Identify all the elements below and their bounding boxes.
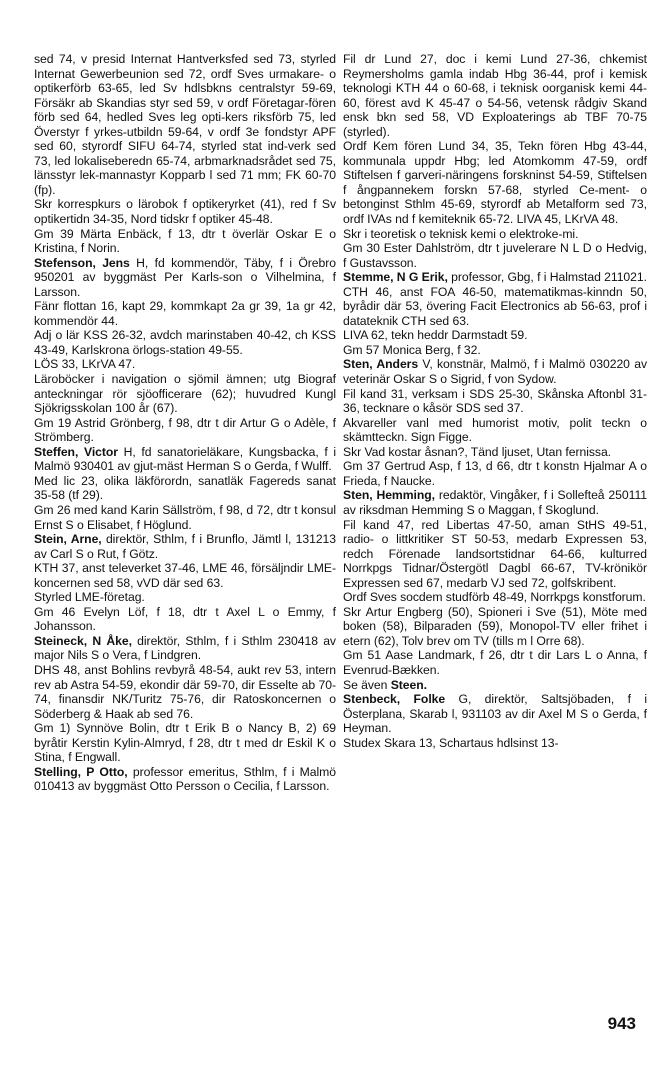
entry-text: LIVA 62, tekn heddr Darmstadt 59. [343, 328, 528, 343]
entry-paragraph [343, 518, 647, 591]
entry-text: H, fd sanatorieläkare, Kungsbacka, f i Malmö 930401 av gjut-mäst Herman S o Gerda, f Wulff. [34, 444, 336, 474]
entry-paragraph [343, 736, 647, 751]
entry-paragraph [343, 678, 647, 693]
entry-text: KTH 37, anst televerket 37-46, LME 46, försäljndir LME-koncernen sed 58, vVD där sed 63. [34, 561, 336, 590]
entry-text: Läroböcker i navigation o sjömil ämnen; utg Biograf anteckningar rör sjöofficerare (62); huvudred Kungl Sjökrigsskolan 100 år (67). [34, 372, 336, 416]
entry-text: redaktör, Vingåker, f i Sollefteå 250111 av riksdman Hemming S o Maggan, f Skoglund. [343, 488, 647, 517]
entry-paragraph [34, 197, 336, 226]
entry-text: Skr korrespkurs o lärobok f optikeryrket (41), red f Sv optikertidn 34-35, Nord tidskr f optiker 45-48. [34, 197, 336, 227]
entry-paragraph [343, 416, 647, 445]
entry-headword: Stemme, N G Erik, [343, 270, 448, 285]
entry-text: Gm 39 Märta Enbäck, f 13, dtr t överlär Oskar E o Kristina, f Norin. [34, 226, 336, 256]
entry-paragraph [34, 299, 336, 328]
entry-text: direktör, Sthlm, f i Sthlm 230418 av major Nils S o Vera, f Lindgren. [34, 633, 336, 663]
page-number: 943 [607, 1014, 636, 1033]
biography-entry-head [343, 357, 647, 386]
entry-text: Gm 57 Monica Berg, f 32. [343, 342, 481, 357]
entry-paragraph [343, 387, 647, 416]
biography-entry-head [34, 532, 336, 561]
entry-paragraph [34, 590, 336, 605]
entry-text: Styrled LME-företag. [34, 590, 145, 605]
entry-text: Gm 26 med kand Karin Sällström, f 98, d 72, dtr t konsul Ernst S o Elisabet, f Höglund. [34, 502, 336, 532]
entry-paragraph [343, 343, 647, 358]
entry-text: sed 74, v presid Internat Hantverksfed sed 73, styrled Internat Gewerbeunion sed 72, ordf Sves urmakare- o optikerförb 63-65, led Sv hdlsbkns centralstyr 59-69, Försäkr ab Skandias styr sed 59, v ordf Företagar-fören förb sed 64, hedled Sves leg opti-kers riksförb 75, led Överstyr f yrkes-utbildn 59-64, v ordf 3e fondstyr APF sed 60, styrordf SIFU 64-74, styrled stat ind-verk sed 73, led lokaliseberedn 65-74, arbmarknadsrådet sed 75, länsstyr lek-mannastyr Kopparb l sed 71 mm; FK 60-70 (fp). [34, 52, 336, 197]
entry-paragraph [343, 445, 647, 460]
entry-text: Skr Vad kostar åsnan?, Tänd ljuset, Utan fernissa. [343, 444, 612, 459]
entry-text: Gm 51 Aase Landmark, f 26, dtr t dir Lars L o Anna, f Evenrud-Bækken. [343, 648, 647, 677]
entry-text: Gm 19 Astrid Grönberg, f 98, dtr t dir Artur G o Adèle, f Strömberg. [34, 415, 336, 445]
entry-paragraph [343, 590, 647, 605]
entry-text: DHS 48, anst Bohlins revbyrå 48-54, aukt rev 53, intern rev ab Astra 54-59, ekondir där 59-70, dir Esselte ab 70-74, finansdir NK/Turitz 75-76, dir Ratoskoncernen o Söderberg & Haak ab sed 76. [34, 662, 336, 721]
entry-text: G, direktör, Saltsjöbaden, f i Österplana, Skarab l, 931103 av dir Axel M S o Gerda, f Heyman. [343, 692, 647, 736]
entry-paragraph [343, 285, 647, 329]
entry-text: CTH 46, anst FOA 46-50, matematikmas-kinndn 50, byrådir där 53, övering Facit Electronics ab 56-63, prof i datateknik CTH sed 63. [343, 284, 647, 328]
biography-entry-head [34, 634, 336, 663]
entry-paragraph [343, 139, 647, 226]
entry-text: Se även [343, 677, 391, 692]
entry-text: professor, Gbg, f i Halmstad 211021. [447, 270, 647, 285]
entry-text: Fil kand 31, verksam i SDS 25-30, Skånska Aftonbl 31-36, tecknare o kåsör SDS sed 37. [343, 386, 647, 416]
biography-entry-head [34, 445, 336, 474]
entry-paragraph [343, 459, 647, 488]
entry-text: Adj o lär KSS 26-32, avdch marinstaben 40-42, ch KSS 43-49, Karlskrona örlogs-station 49-55. [34, 328, 336, 357]
entry-text: direktör, Sthlm, f i Brunflo, Jämtl l, 131213 av Carl S o Rut, f Götz. [34, 532, 337, 561]
entry-text: Gm 46 Evelyn Löf, f 18, dtr t Axel L o Emmy, f Johansson. [34, 604, 336, 634]
entry-headword: Sten, Anders [343, 357, 419, 372]
entry-paragraph [343, 241, 647, 270]
entry-paragraph [34, 605, 336, 634]
entry-headword: Stelling, P Otto, [34, 764, 128, 779]
entry-paragraph [34, 357, 336, 372]
entry-text: H, fd kommendör, Täby, f i Örebro 950201 av byggmäst Per Karls-son o Vilhelmina, f Larsson. [34, 255, 336, 299]
biography-entry-head [343, 692, 647, 736]
entry-paragraph [34, 663, 336, 721]
entry-paragraph [343, 227, 647, 242]
entry-text: LÖS 33, LKrVA 47. [34, 357, 136, 372]
entry-paragraph [34, 416, 336, 445]
entry-text: Skr Artur Engberg (50), Spioneri i Sve (51), Möte med boken (58), Bilparaden (59), Monopol-TV eller frihet i etern (62), Tolv brev om TV (tills m l Orre 68). [343, 604, 647, 648]
entry-headword: Steffen, Victor [34, 444, 118, 459]
biography-entry-head [343, 488, 647, 517]
entry-paragraph [343, 328, 647, 343]
entry-text: Skr i teoretisk o teknisk kemi o elektroke-mi. [343, 226, 579, 241]
entry-text: professor emeritus, Sthlm, f i Malmö 010413 av byggmäst Otto Persson o Cecilia, f Larsson. [34, 764, 336, 794]
left-column [34, 52, 336, 794]
entry-text: Fil kand 47, red Libertas 47-50, aman StHS 49-51, radio- o littkritiker ST 50-53, medarb Expressen 53, redch Förenade landsortstidnar 64-66, kulturred Norrkpgs Tidnar/Östergötl Dagbl 66-67, TV-krönikör Expressen sed 67, medarb VJ sed 72, golfskribent. [343, 517, 647, 590]
entry-text: Gm 30 Ester Dahlström, dtr t juvelerare N L D o Hedvig, f Gustavsson. [343, 241, 647, 270]
entry-headword: Stefenson, Jens [34, 255, 130, 270]
entry-paragraph [343, 605, 647, 649]
entry-crossref: Steen. [390, 677, 427, 692]
entry-paragraph [34, 474, 336, 503]
entry-text: Gm 37 Gertrud Asp, f 13, d 66, dtr t konstn Hjalmar A o Frieda, f Naucke. [343, 459, 647, 488]
entry-headword: Steineck, N Åke, [34, 633, 132, 648]
biography-entry-head [343, 270, 647, 285]
entry-text: Ordf Sves socdem studförb 48-49, Norrkpgs konstforum. [343, 590, 646, 605]
entry-headword: Sten, Hemming, [343, 488, 435, 503]
entry-text: Fänr flottan 16, kapt 29, kommkapt 2a gr 39, 1a gr 42, kommendör 44. [34, 299, 336, 328]
entry-text: Akvareller vanl med humorist motiv, polit teckn o skämtteckn. Sign Figge. [343, 415, 647, 445]
right-column [343, 52, 647, 750]
entry-paragraph [343, 648, 647, 677]
entry-paragraph [34, 328, 336, 357]
entry-paragraph [34, 52, 336, 197]
entry-paragraph [34, 561, 336, 590]
entry-paragraph [34, 372, 336, 416]
entry-text: Studex Skara 13, Schartaus hdlsinst 13- [343, 735, 559, 750]
biography-entry-head [34, 765, 336, 794]
entry-text: Gm 1) Synnöve Bolin, dtr t Erik B o Nancy B, 2) 69 byråtir Kerstin Kylin-Almryd, f 28, dtr t med dr Eskil K o Stina, f Engwall. [34, 721, 336, 765]
entry-text: V, konstnär, Malmö, f i Malmö 030220 av veterinär Oskar S o Sigrid, f von Sydow. [343, 357, 647, 387]
entry-paragraph [34, 503, 336, 532]
entry-paragraph [343, 52, 647, 139]
entry-paragraph [34, 721, 336, 765]
entry-text: Med lic 23, olika läkförordn, sanatläk Fagereds sanat 35-58 (tf 29). [34, 473, 336, 503]
entry-headword: Stein, Arne, [34, 532, 102, 547]
entry-headword: Stenbeck, Folke [343, 692, 446, 707]
entry-paragraph [34, 227, 336, 256]
entry-text: Ordf Kem fören Lund 34, 35, Tekn fören Hbg 43-44, kommunala uppdr Hbg; led Atomkomm 47-59, ordf Stiftelsen f garveri-näringens forskninst 54-59, Stiftelsen f ångpannekem forskn 57-68, styrled Ce-ment- o betonginst Sthlm 45-69, styrordf ab Metalform sed 73, ordf IVAs nd f kemiteknik 65-72. LIVA 45, LKrVA 48. [343, 139, 647, 227]
entry-text: Fil dr Lund 27, doc i kemi Lund 27-36, chkemist Reymersholms gamla indab Hbg 36-44, prof i kemisk teknologi KTH 44 o 60-68, i teknisk oorganisk kemi 44-60, förest avd K 45-47 o 54-56, vetensk rådgiv Skand ensk bkn sed 58, VD Exploaterings ab TBF 70-75 (styrled). [343, 52, 647, 139]
biography-entry-head [34, 256, 336, 300]
